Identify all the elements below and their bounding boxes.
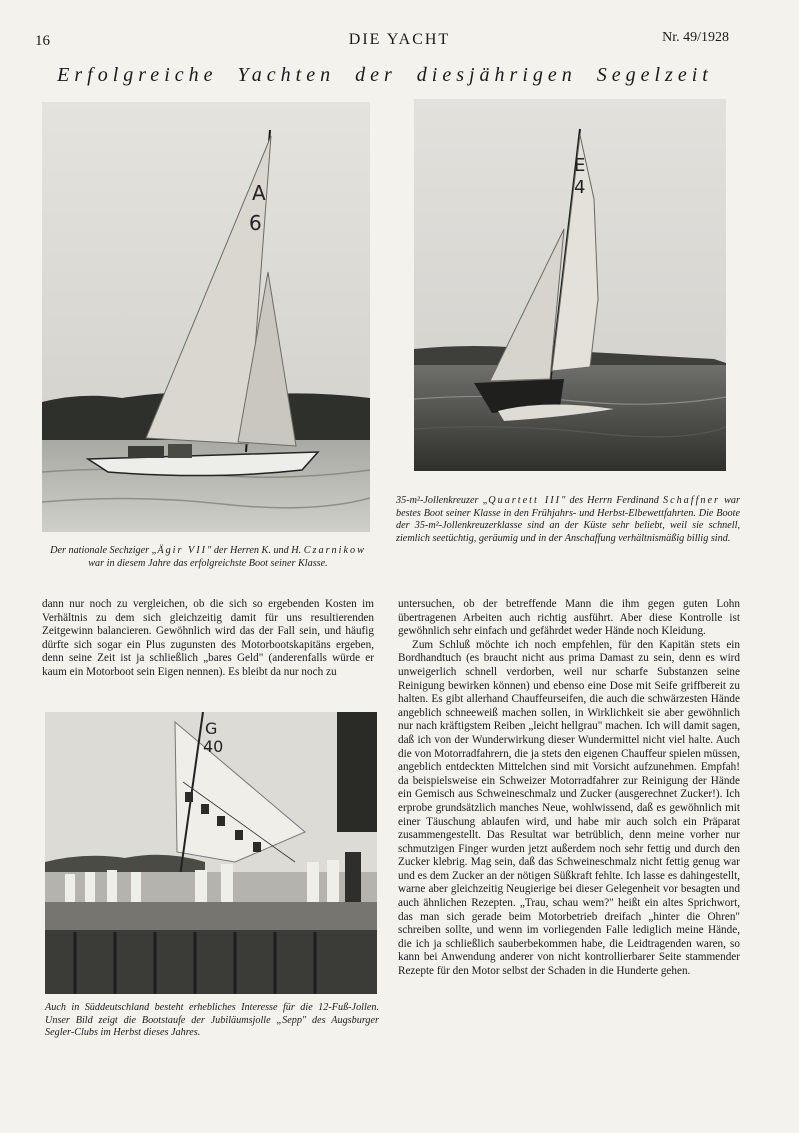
sail-mark-e: E [574,155,586,176]
photo-sailboat-a6 [42,102,370,532]
caption-a: Der nationale Sechziger „Ägir VII" der Herren K. und H. Czarnikow war in diesem Jahre das erfolgreichste Boot seiner Klasse. [50,545,366,569]
masthead: DIE YACHT [348,31,451,48]
sail-mark-6: 6 [249,211,262,235]
caption-b: 35-m²-Jollenkreuzer „Quartett III" des Herrn Ferdinand Schaffner war bestes Boot seiner Klasse in den Frühjahrs- und Herbst-Elbewettfahrten. Die Boote der 35-m²-Jollenkreuzerklasse sind an der Küste sehr beliebt, weil sie schnell, ziemlich seetüchtig, geräumig und in der Anschaffung verhältnismäßig billig sind. [396,495,740,544]
body-right-paragraph-2: Zum Schluß möchte ich noch empfehlen, für den Kapitän stets ein Bordhandtuch (es braucht nicht aus prima Damast zu sein, denn es wird unweigerlich schnell verdorben, weil nur scharfe Substanzen seine Reinigung bewirken können) und ebenso eine Dose mit Seife griffbereit zu halten. Es gibt allerhand Chauffeurseifen, die auch die schwärzesten Hände angeblich schneeweiß machen sollen, in Wirklichkeit sie aber gewöhnlich nur nach kräftigstem Reiben „leicht hellgrau" machen. Ich will damit sagen, daß ich von der Wunderwirkung dieser Wundermittel nicht viel halte. Auch die von Motorradfahrern, die ja stets den eigenen Chauffeur spielen müssen, angeblich entdeckten Mittelchen sind mit Vorsicht aufzunehmen. Empfah! da beispielsweise ein Schweizer Motorradfahrer zur Reinigung der Hände ein Gemisch aus Schweineschmalz und Zucker (ausgerechnet Zucker!). Ich erprobe grundsätzlich manches Neue, wohlwissend, daß es gewöhnlich mit einer Täuschung ablaufen wird, und habe mir auch solch ein Präparat zusammengestellt. Das Resultat war betrüblich, denn meine vorher nur schmutzigen Finger wurden jetzt außerdem noch sehr fettig und durch den Zucker klebrig. Mag sein, daß das Schweineschmalz nicht fettig genug war und es dem Zucker an der nötigen Süßkraft fehlte. Ich lasse es dahingestellt, warne aber gleichzeitig Neugierige bei dieser Gelegenheit vor besagten und auch ähnlichen Rezepten. „Trau, schau wem?" heißt ein altes Sprichwort, das man sich gerade beim Motorbetrieb dreifach „hinter die Ohren" schreiben sollte, und wenn im vorliegenden Falle lediglich meine Hände, die ich ja schließlich sauberbekommen habe, die Leidtragenden waren, so kann bei Anwendung anderer von nicht kontrollierbarer Seite stammender Rezepte für den Motor selbst der Schaden in die Hunderte gehen. [398,638,740,978]
issue-number: Nr. 49/1928 [662,30,729,45]
caption-c: Auch in Süddeutschland besteht erhebliches Interesse für die 12-Fuß-Jollen. Unser Bild zeigt die Bootstaufe der Jubiläumsjolle „Sepp" des Augsburger Segler-Clubs im Herbst dieses Jahres. [45,1002,379,1039]
sail-mark-40: 40 [203,737,224,756]
photo-sailboat-e4 [414,99,726,471]
photo-boat-christening [45,712,377,994]
body-right-column [398,598,740,979]
page-heading: Erfolgreiche Yachten der diesjährigen Segelzeit [57,64,713,86]
body-left-paragraph: dann nur noch zu vergleichen, ob die sich so ergebenden Kosten im Verhältnis zu dem sich gleichzeitig damit für uns resultierenden Zeitgewinn balancieren. Gewöhnlich wird das der Fall sein, und häufig dürfte sich sogar ein Plus zugunsten des Motorbootskapitäns ergeben, denn seine Zeit ist ja schließlich „bares Geld" (anderenfalls würde er kaum ein Motorboot sein Eigen nennen). Es bleibt da nur noch zu [42,598,374,678]
page-number: 16 [35,33,50,49]
sail-mark-g: G [205,719,218,738]
body-left-column [42,598,374,680]
sail-mark-a: A [252,181,266,205]
sail-mark-4: 4 [574,177,586,198]
body-right-paragraph-1: untersuchen, ob der betreffende Mann die ihm gegen guten Lohn übertragenen Arbeiten auch richtig ausführt. Aber diese Kontrolle ist gewöhnlich sehr einfach und gefährdet weder Hände noch Kleidung. [398,598,740,638]
